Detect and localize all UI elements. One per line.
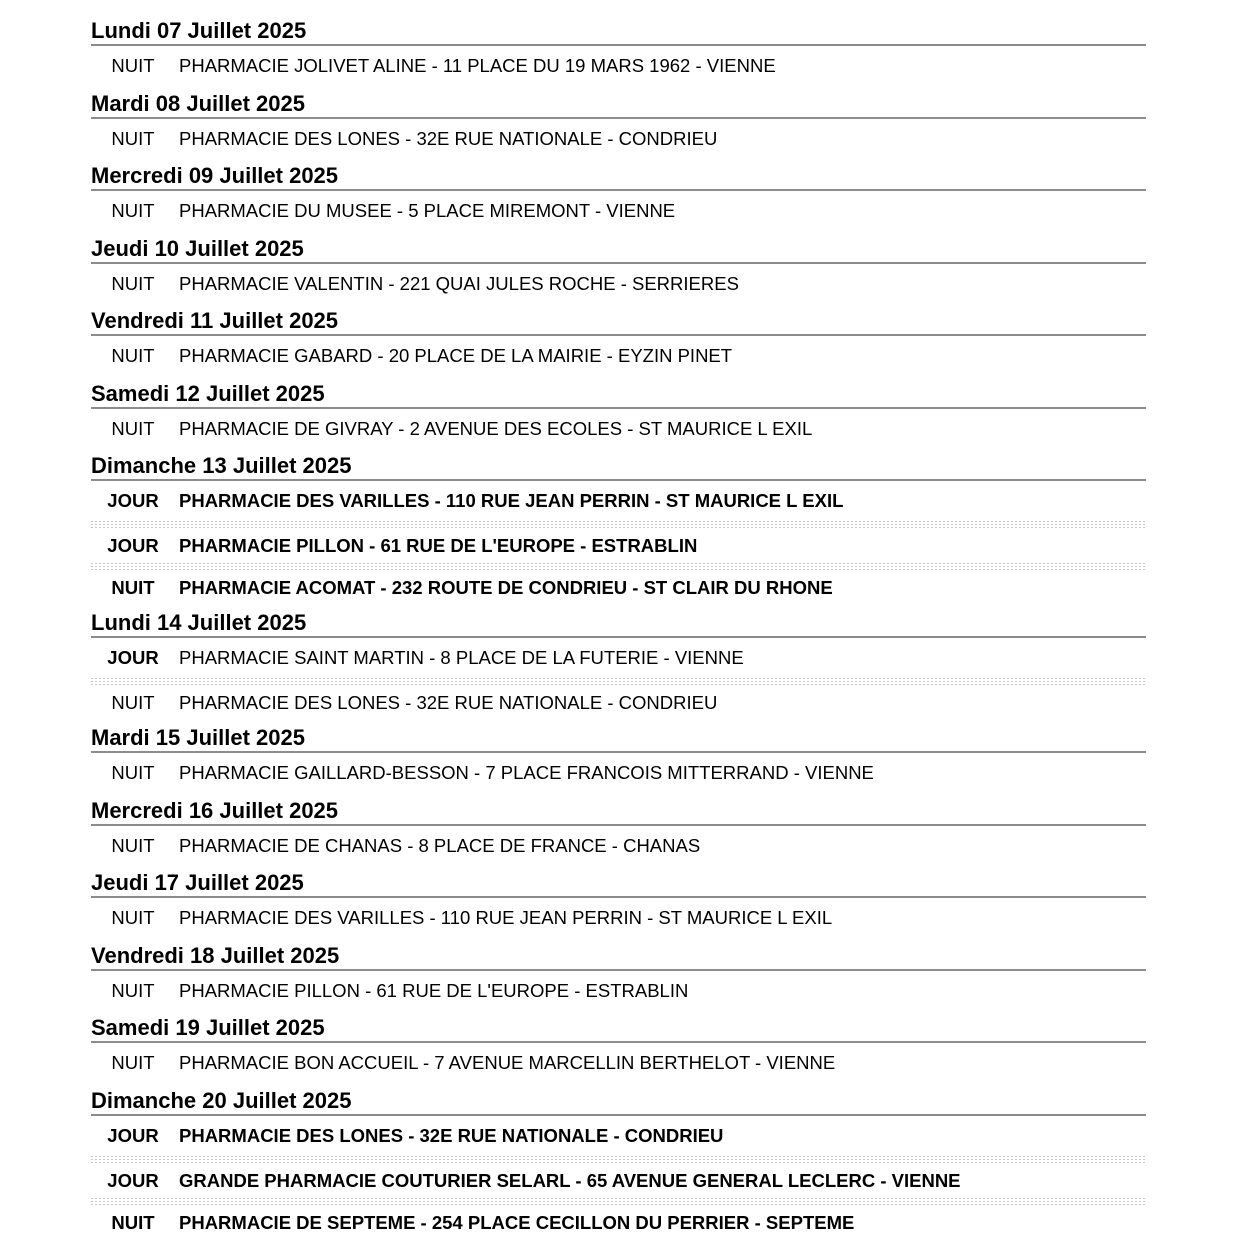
day-title: Lundi 07 Juillet 2025 xyxy=(91,16,1146,46)
day-title: Jeudi 10 Juillet 2025 xyxy=(91,234,1146,264)
entry-separator xyxy=(91,1156,1146,1164)
pharmacy-address: PHARMACIE VALENTIN - 221 QUAI JULES ROCHE - SERRIERES xyxy=(179,273,739,294)
day-title: Dimanche 13 Juillet 2025 xyxy=(91,451,1146,481)
entry-separator xyxy=(91,1198,1146,1206)
pharmacy-address: PHARMACIE DES LONES - 32E RUE NATIONALE - CONDRIEU xyxy=(179,1125,724,1146)
entry-separator xyxy=(91,678,1146,686)
pharmacy-address: PHARMACIE DES LONES - 32E RUE NATIONALE - CONDRIEU xyxy=(179,692,718,713)
day-title: Mercredi 09 Juillet 2025 xyxy=(91,161,1146,191)
pharmacy-entry xyxy=(91,336,1146,376)
day-title: Jeudi 17 Juillet 2025 xyxy=(91,868,1146,898)
day-block xyxy=(91,234,1146,304)
pharmacy-entry xyxy=(91,898,1146,938)
shift-label: NUIT xyxy=(111,418,155,439)
shift-label: NUIT xyxy=(111,835,155,856)
shift-label: NUIT xyxy=(111,980,155,1001)
shift-label: NUIT xyxy=(111,1052,155,1073)
day-block xyxy=(91,723,1146,793)
entry-separator xyxy=(91,563,1146,571)
day-block xyxy=(91,89,1146,159)
shift-label: NUIT xyxy=(111,200,155,221)
day-block xyxy=(91,941,1146,1011)
pharmacy-entry xyxy=(91,826,1146,866)
shift-label: NUIT xyxy=(111,55,155,76)
day-title: Vendredi 11 Juillet 2025 xyxy=(91,306,1146,336)
shift-label: JOUR xyxy=(107,535,159,556)
pharmacy-entry xyxy=(91,1116,1146,1156)
day-title: Mercredi 16 Juillet 2025 xyxy=(91,796,1146,826)
day-block xyxy=(91,16,1146,86)
pharmacy-address: PHARMACIE PILLON - 61 RUE DE L'EUROPE - ESTRABLIN xyxy=(179,535,698,556)
day-block xyxy=(91,1013,1146,1083)
pharmacy-address: PHARMACIE DE SEPTEME - 254 PLACE CECILLON DU PERRIER - SEPTEME xyxy=(179,1212,855,1233)
day-block xyxy=(91,608,1146,720)
pharmacy-entry xyxy=(91,46,1146,86)
pharmacy-entry xyxy=(91,264,1146,304)
day-block xyxy=(91,379,1146,449)
pharmacy-entry xyxy=(91,481,1146,521)
shift-label: NUIT xyxy=(111,692,155,713)
shift-label: NUIT xyxy=(111,128,155,149)
day-block xyxy=(91,451,1146,605)
pharmacy-address: PHARMACIE BON ACCUEIL - 7 AVENUE MARCELLIN BERTHELOT - VIENNE xyxy=(179,1052,836,1073)
shift-label: JOUR xyxy=(107,647,159,668)
pharmacy-address: PHARMACIE ACOMAT - 232 ROUTE DE CONDRIEU - ST CLAIR DU RHONE xyxy=(179,577,833,598)
shift-label: JOUR xyxy=(107,490,159,511)
day-block xyxy=(91,868,1146,938)
pharmacy-address: PHARMACIE JOLIVET ALINE - 11 PLACE DU 19 MARS 1962 - VIENNE xyxy=(179,55,776,76)
entry-separator xyxy=(91,521,1146,529)
pharmacy-address: PHARMACIE GABARD - 20 PLACE DE LA MAIRIE - EYZIN PINET xyxy=(179,345,733,366)
pharmacy-entry xyxy=(91,1164,1146,1198)
pharmacy-address: PHARMACIE DE CHANAS - 8 PLACE DE FRANCE - CHANAS xyxy=(179,835,701,856)
pharmacy-entry xyxy=(91,191,1146,231)
pharmacy-entry xyxy=(91,686,1146,720)
pharmacy-entry xyxy=(91,753,1146,793)
pharmacy-entry xyxy=(91,638,1146,678)
day-title: Mardi 15 Juillet 2025 xyxy=(91,723,1146,753)
shift-label: NUIT xyxy=(111,1212,155,1233)
day-block xyxy=(91,161,1146,231)
pharmacy-address: PHARMACIE DU MUSEE - 5 PLACE MIREMONT - VIENNE xyxy=(179,200,676,221)
pharmacy-entry xyxy=(91,1206,1146,1240)
pharmacy-address: PHARMACIE DE GIVRAY - 2 AVENUE DES ECOLES - ST MAURICE L EXIL xyxy=(179,418,813,439)
shift-label: NUIT xyxy=(111,577,155,598)
pharmacy-entry xyxy=(91,409,1146,449)
day-title: Samedi 19 Juillet 2025 xyxy=(91,1013,1146,1043)
pharmacy-address: PHARMACIE GAILLARD-BESSON - 7 PLACE FRANCOIS MITTERRAND - VIENNE xyxy=(179,762,874,783)
day-title: Samedi 12 Juillet 2025 xyxy=(91,379,1146,409)
shift-label: NUIT xyxy=(111,762,155,783)
pharmacy-address: PHARMACIE DES VARILLES - 110 RUE JEAN PERRIN - ST MAURICE L EXIL xyxy=(179,907,833,928)
pharmacy-address: GRANDE PHARMACIE COUTURIER SELARL - 65 AVENUE GENERAL LECLERC - VIENNE xyxy=(179,1170,961,1191)
pharmacy-entry xyxy=(91,529,1146,563)
shift-label: NUIT xyxy=(111,273,155,294)
day-block xyxy=(91,796,1146,866)
day-block xyxy=(91,1086,1146,1240)
pharmacy-entry xyxy=(91,1043,1146,1083)
pharmacy-address: PHARMACIE DES VARILLES - 110 RUE JEAN PERRIN - ST MAURICE L EXIL xyxy=(179,490,844,511)
shift-label: NUIT xyxy=(111,345,155,366)
pharmacy-entry xyxy=(91,119,1146,159)
shift-label: NUIT xyxy=(111,907,155,928)
day-title: Dimanche 20 Juillet 2025 xyxy=(91,1086,1146,1116)
day-title: Mardi 08 Juillet 2025 xyxy=(91,89,1146,119)
shift-label: JOUR xyxy=(107,1170,159,1191)
pharmacy-address: PHARMACIE SAINT MARTIN - 8 PLACE DE LA FUTERIE - VIENNE xyxy=(179,647,744,668)
pharmacy-address: PHARMACIE DES LONES - 32E RUE NATIONALE - CONDRIEU xyxy=(179,128,718,149)
day-block xyxy=(91,306,1146,376)
day-title: Vendredi 18 Juillet 2025 xyxy=(91,941,1146,971)
pharmacy-entry xyxy=(91,571,1146,605)
pharmacy-entry xyxy=(91,971,1146,1011)
pharmacy-address: PHARMACIE PILLON - 61 RUE DE L'EUROPE - ESTRABLIN xyxy=(179,980,689,1001)
day-title: Lundi 14 Juillet 2025 xyxy=(91,608,1146,638)
shift-label: JOUR xyxy=(107,1125,159,1146)
